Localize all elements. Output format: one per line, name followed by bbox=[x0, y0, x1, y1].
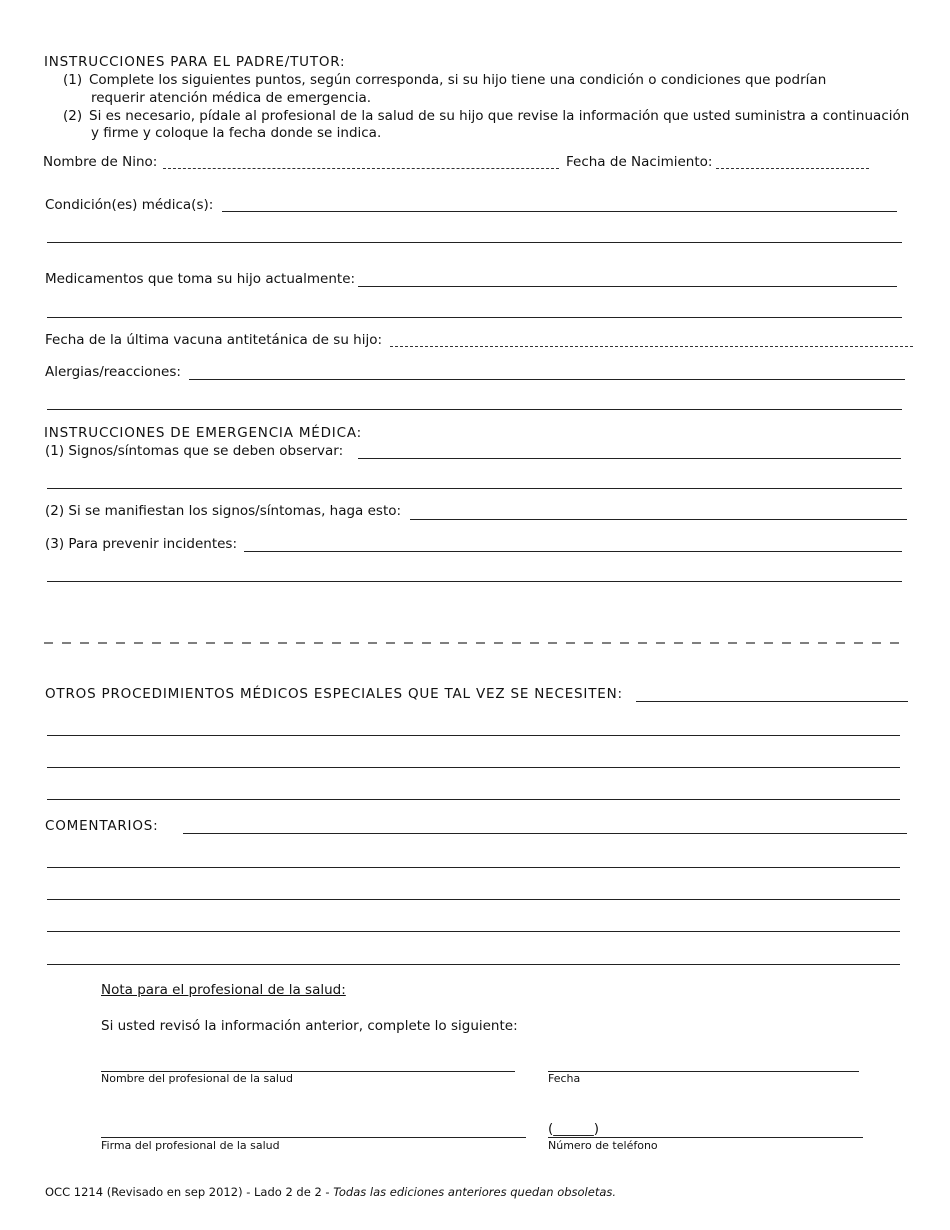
comments-field[interactable] bbox=[183, 833, 907, 834]
instruction-item-2-line-1: Si es necesario, pídale al profesional de la salud de su hijo que revise la información que usted suministra a continuación bbox=[89, 108, 910, 124]
signs-symptoms-field-line-2[interactable] bbox=[47, 488, 902, 489]
comments-field-line-5[interactable] bbox=[47, 964, 900, 965]
provider-phone-field[interactable] bbox=[548, 1137, 863, 1138]
child-name-label: Nombre de Nino: bbox=[43, 154, 158, 170]
allergies-label: Alergias/reacciones: bbox=[45, 364, 181, 380]
medications-field[interactable] bbox=[358, 286, 897, 287]
special-procedures-label: OTROS PROCEDIMIENTOS MÉDICOS ESPECIALES QUE TAL VEZ SE NECESITEN: bbox=[45, 686, 623, 702]
special-procedures-field-line-3[interactable] bbox=[47, 767, 900, 768]
special-procedures-field[interactable] bbox=[636, 701, 908, 702]
birth-date-field[interactable] bbox=[716, 168, 869, 169]
special-procedures-field-line-4[interactable] bbox=[47, 799, 900, 800]
provider-instruction: Si usted revisó la información anterior, complete lo siguiente: bbox=[101, 1018, 518, 1034]
phone-area-code: (______) bbox=[548, 1121, 600, 1137]
provider-signature-field[interactable] bbox=[101, 1137, 526, 1138]
medications-field-line-2[interactable] bbox=[47, 317, 902, 318]
instruction-item-2-line-2: y firme y coloque la fecha donde se indica. bbox=[91, 125, 382, 141]
instruction-item-1-line-1: Complete los siguientes puntos, según corresponda, si su hijo tiene una condición o condiciones que podrían bbox=[89, 72, 827, 88]
signs-symptoms-field[interactable] bbox=[358, 458, 901, 459]
comments-field-line-2[interactable] bbox=[47, 867, 900, 868]
instruction-item-2-number: (2) bbox=[63, 108, 83, 124]
comments-field-line-4[interactable] bbox=[47, 931, 900, 932]
child-name-field[interactable] bbox=[163, 168, 559, 169]
prevent-incidents-field[interactable] bbox=[244, 551, 902, 552]
provider-date-field[interactable] bbox=[548, 1071, 859, 1072]
provider-note-heading: Nota para el profesional de la salud: bbox=[101, 982, 346, 998]
footer bbox=[45, 1185, 616, 1199]
instruction-item-1-line-2: requerir atención médica de emergencia. bbox=[91, 90, 372, 106]
if-symptoms-action-label: (2) Si se manifiestan los signos/síntomas, haga esto: bbox=[45, 503, 402, 519]
tetanus-label: Fecha de la última vacuna antitetánica de su hijo: bbox=[45, 332, 383, 348]
allergies-field-line-2[interactable] bbox=[47, 409, 902, 410]
prevent-incidents-label: (3) Para prevenir incidentes: bbox=[45, 536, 237, 552]
section-separator bbox=[44, 640, 900, 646]
medical-conditions-label: Condición(es) médica(s): bbox=[45, 197, 214, 213]
comments-label: COMENTARIOS: bbox=[45, 818, 159, 834]
provider-date-caption: Fecha bbox=[548, 1072, 581, 1085]
footer-obsolete-note: Todas las ediciones anteriores quedan obsoletas. bbox=[333, 1185, 617, 1199]
tetanus-date-field[interactable] bbox=[390, 346, 913, 347]
instruction-item-1-number: (1) bbox=[63, 72, 83, 88]
comments-field-line-3[interactable] bbox=[47, 899, 900, 900]
footer-form-id: OCC 1214 (Revisado en sep 2012) - Lado 2 de 2 - bbox=[45, 1185, 334, 1199]
medical-conditions-field[interactable] bbox=[222, 211, 897, 212]
provider-phone-caption: Número de teléfono bbox=[548, 1139, 658, 1152]
special-procedures-field-line-2[interactable] bbox=[47, 735, 900, 736]
birth-date-label: Fecha de Nacimiento: bbox=[566, 154, 713, 170]
emergency-instructions-heading: INSTRUCCIONES DE EMERGENCIA MÉDICA: bbox=[44, 425, 362, 441]
instruction-item-1 bbox=[63, 72, 826, 89]
signs-symptoms-label: (1) Signos/síntomas que se deben observar: bbox=[45, 443, 344, 459]
allergies-field[interactable] bbox=[189, 379, 905, 380]
parent-instructions-heading: INSTRUCCIONES PARA EL PADRE/TUTOR: bbox=[44, 54, 346, 70]
provider-name-caption: Nombre del profesional de la salud bbox=[101, 1072, 293, 1085]
provider-signature-caption: Firma del profesional de la salud bbox=[101, 1139, 280, 1152]
instruction-item-2 bbox=[63, 108, 909, 125]
if-symptoms-action-field[interactable] bbox=[410, 519, 907, 520]
medical-conditions-field-line-2[interactable] bbox=[47, 242, 902, 243]
prevent-incidents-field-line-2[interactable] bbox=[47, 581, 902, 582]
medications-label: Medicamentos que toma su hijo actualmente: bbox=[45, 271, 356, 287]
